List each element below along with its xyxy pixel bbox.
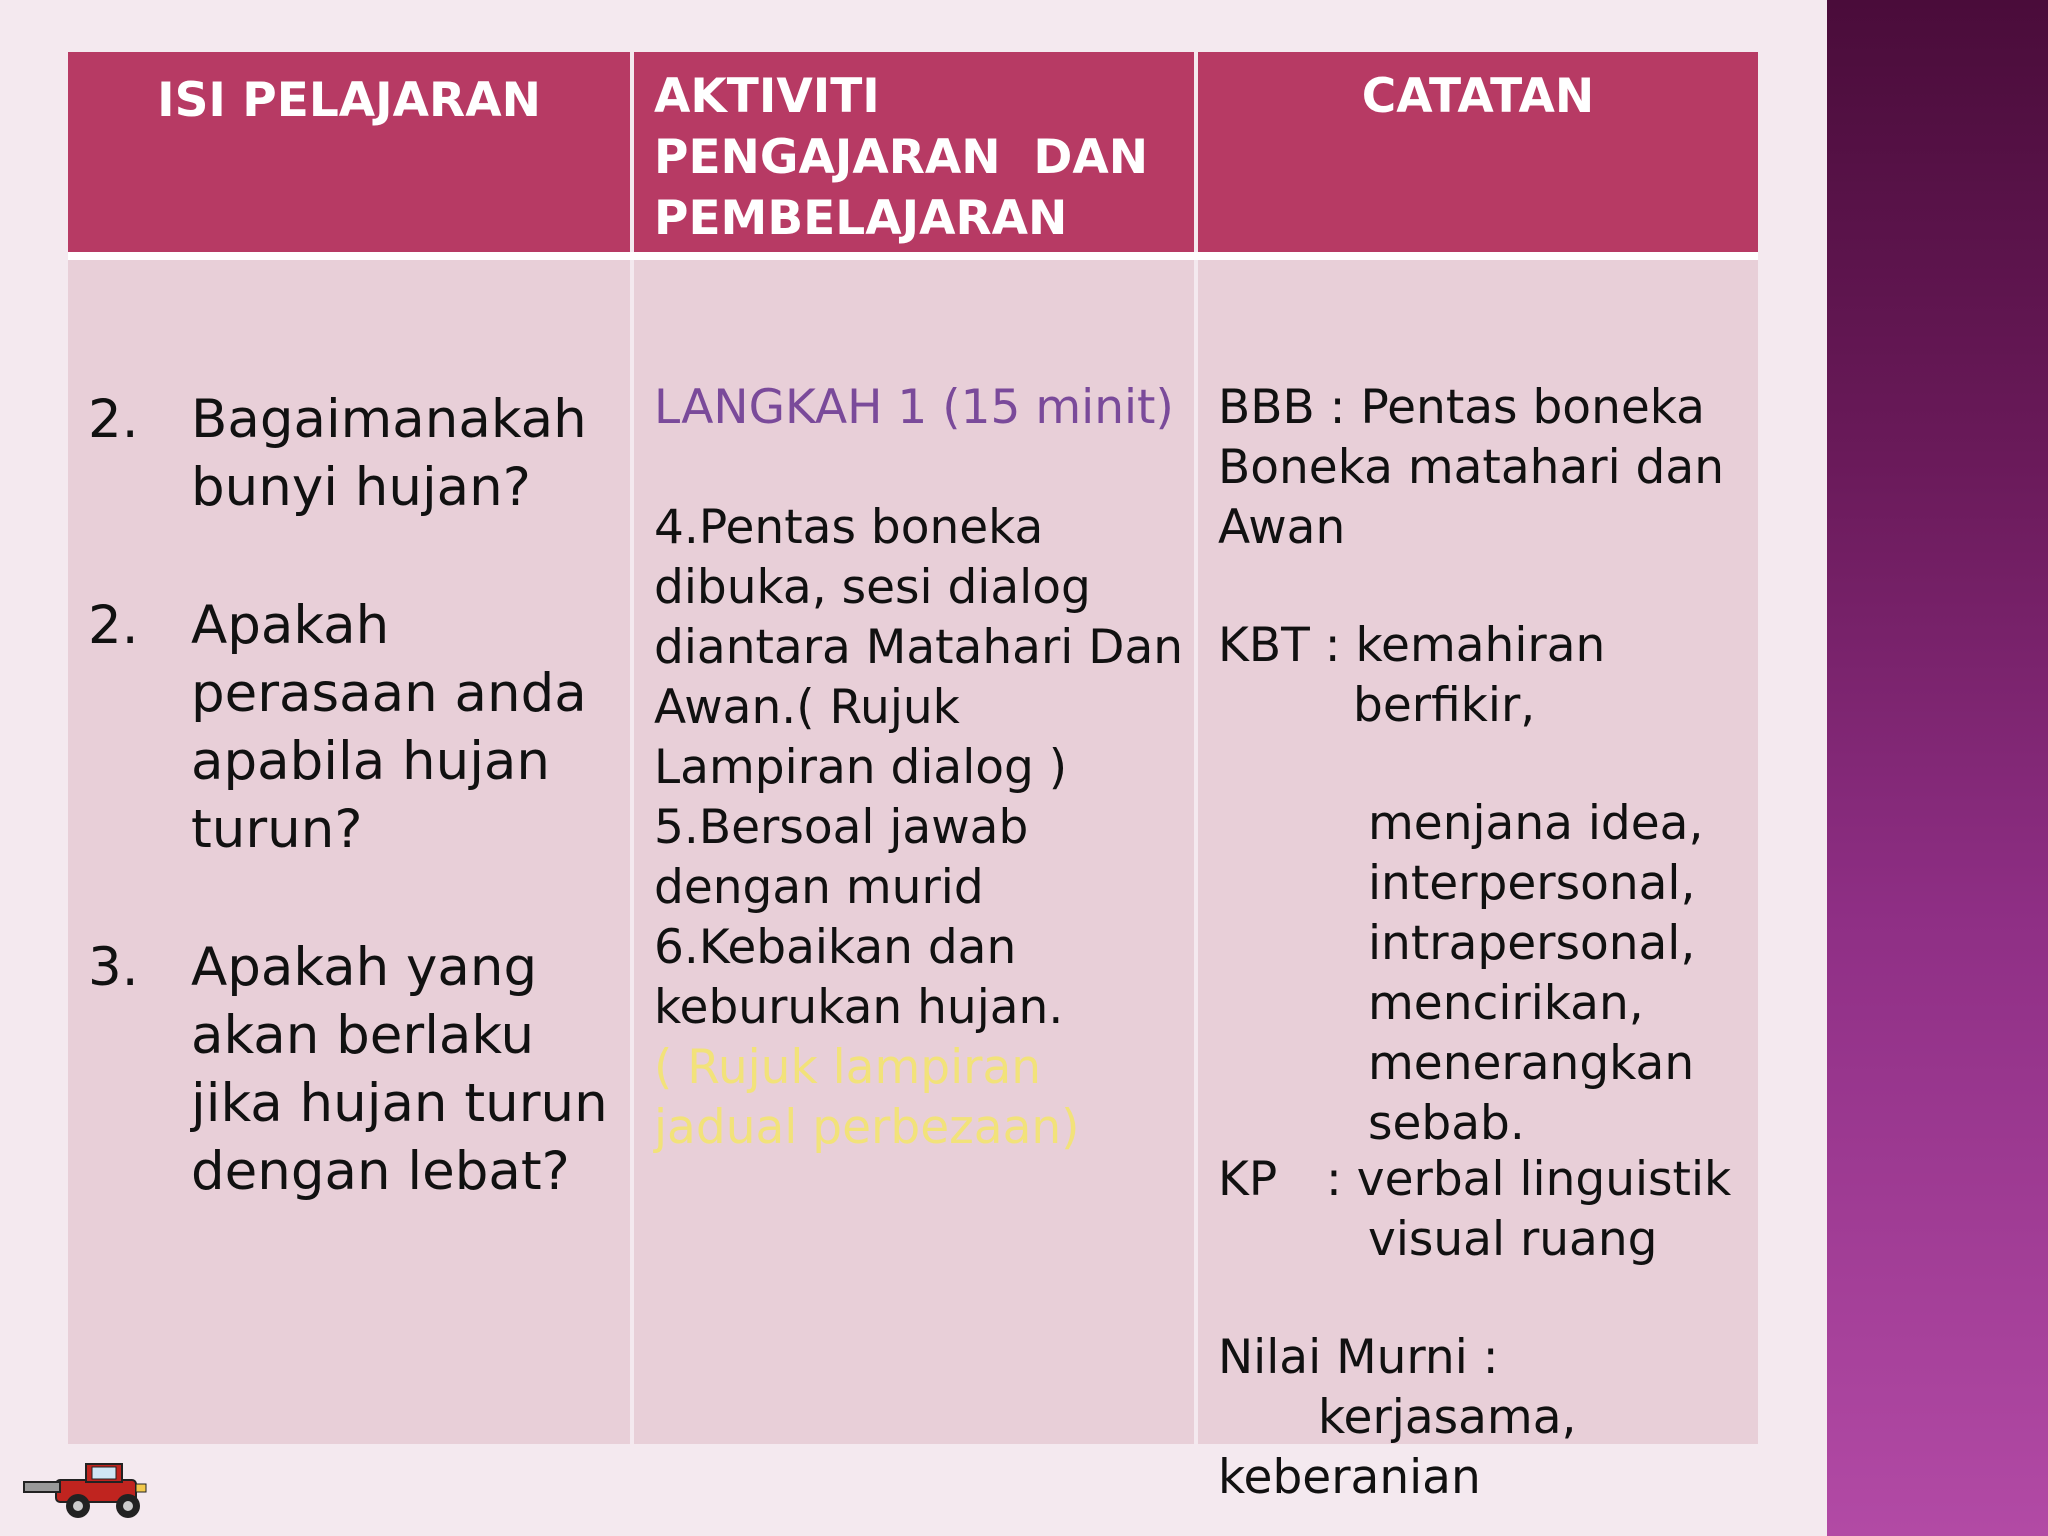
activity-line: dengan murid	[654, 860, 984, 915]
kbt-line: berfikir,	[1353, 678, 1536, 733]
nilai-line: keberanian	[1218, 1450, 1481, 1505]
question-line: apabila hujan	[191, 731, 550, 792]
question-line: perasaan anda	[191, 663, 587, 724]
question-line: Apakah yang	[191, 937, 538, 998]
notes-cell	[1198, 260, 1758, 1505]
note-line: Boneka matahari dan	[1218, 440, 1724, 495]
header-aktiviti	[634, 52, 1194, 252]
kbt-item: sebab.	[1368, 1096, 1525, 1151]
car-icon	[20, 1452, 160, 1522]
kbt-item: intrapersonal,	[1368, 916, 1696, 971]
decorative-side-band	[1827, 0, 2048, 1536]
question-line: bunyi hujan?	[191, 457, 531, 518]
kbt-item: mencirikan,	[1368, 976, 1644, 1031]
question-line: Apakah	[191, 595, 390, 656]
question-line: akan berlaku	[191, 1005, 535, 1066]
activity-line: 5.Bersoal jawab	[654, 800, 1029, 855]
kbt-label: KBT : kemahiran	[1218, 618, 1606, 673]
question-line: turun?	[191, 799, 363, 860]
header-divider	[68, 252, 1758, 260]
activity-line: diantara Matahari Dan	[654, 620, 1184, 675]
question-number: 2.	[88, 389, 139, 450]
question-line: dengan lebat?	[191, 1141, 570, 1202]
question-line: jika hujan turun	[191, 1073, 608, 1134]
kp-label: KP	[1218, 1152, 1278, 1207]
activity-cell	[634, 260, 1194, 1444]
question-number: 2.	[88, 595, 139, 656]
header-aktiviti-line: PEMBELAJARAN	[654, 191, 1068, 246]
kp-line: visual ruang	[1368, 1212, 1658, 1267]
kp-line: : verbal linguistik	[1326, 1152, 1732, 1207]
question-line: Bagaimanakah	[191, 389, 587, 450]
questions-cell	[68, 260, 630, 1444]
reference-line: ( Rujuk lampiran	[654, 1040, 1042, 1095]
activity-line: Lampiran dialog )	[654, 740, 1068, 795]
header-isi-pelajaran: ISI PELAJARAN	[68, 52, 630, 252]
header-catatan: CATATAN	[1198, 52, 1758, 252]
activity-line: dibuka, sesi dialog	[654, 560, 1091, 615]
nilai-line: kerjasama,	[1318, 1390, 1577, 1445]
activity-line: Awan.( Rujuk	[654, 680, 960, 735]
question-number: 3.	[88, 937, 139, 998]
note-line: Awan	[1218, 500, 1346, 555]
kbt-sublist	[1368, 794, 1703, 1154]
kbt-item: menerangkan	[1368, 1036, 1695, 1091]
nilai-label: Nilai Murni :	[1218, 1330, 1499, 1385]
activity-line: keburukan hujan.	[654, 980, 1064, 1035]
activity-line: 6.Kebaikan dan	[654, 920, 1017, 975]
kbt-item: interpersonal,	[1368, 856, 1696, 911]
kbt-item: menjana idea,	[1368, 796, 1704, 851]
reference-line: jadual perbezaan)	[654, 1100, 1080, 1155]
lesson-plan-table	[68, 52, 1758, 1505]
step-title: LANGKAH 1 (15 minit)	[654, 380, 1174, 435]
header-aktiviti-line: AKTIVITI	[654, 69, 880, 124]
activity-line: 4.Pentas boneka	[654, 500, 1044, 555]
note-line: BBB : Pentas boneka	[1218, 380, 1705, 435]
bbb-note	[1218, 378, 1724, 558]
header-aktiviti-line: PENGAJARAN DAN	[654, 130, 1149, 185]
